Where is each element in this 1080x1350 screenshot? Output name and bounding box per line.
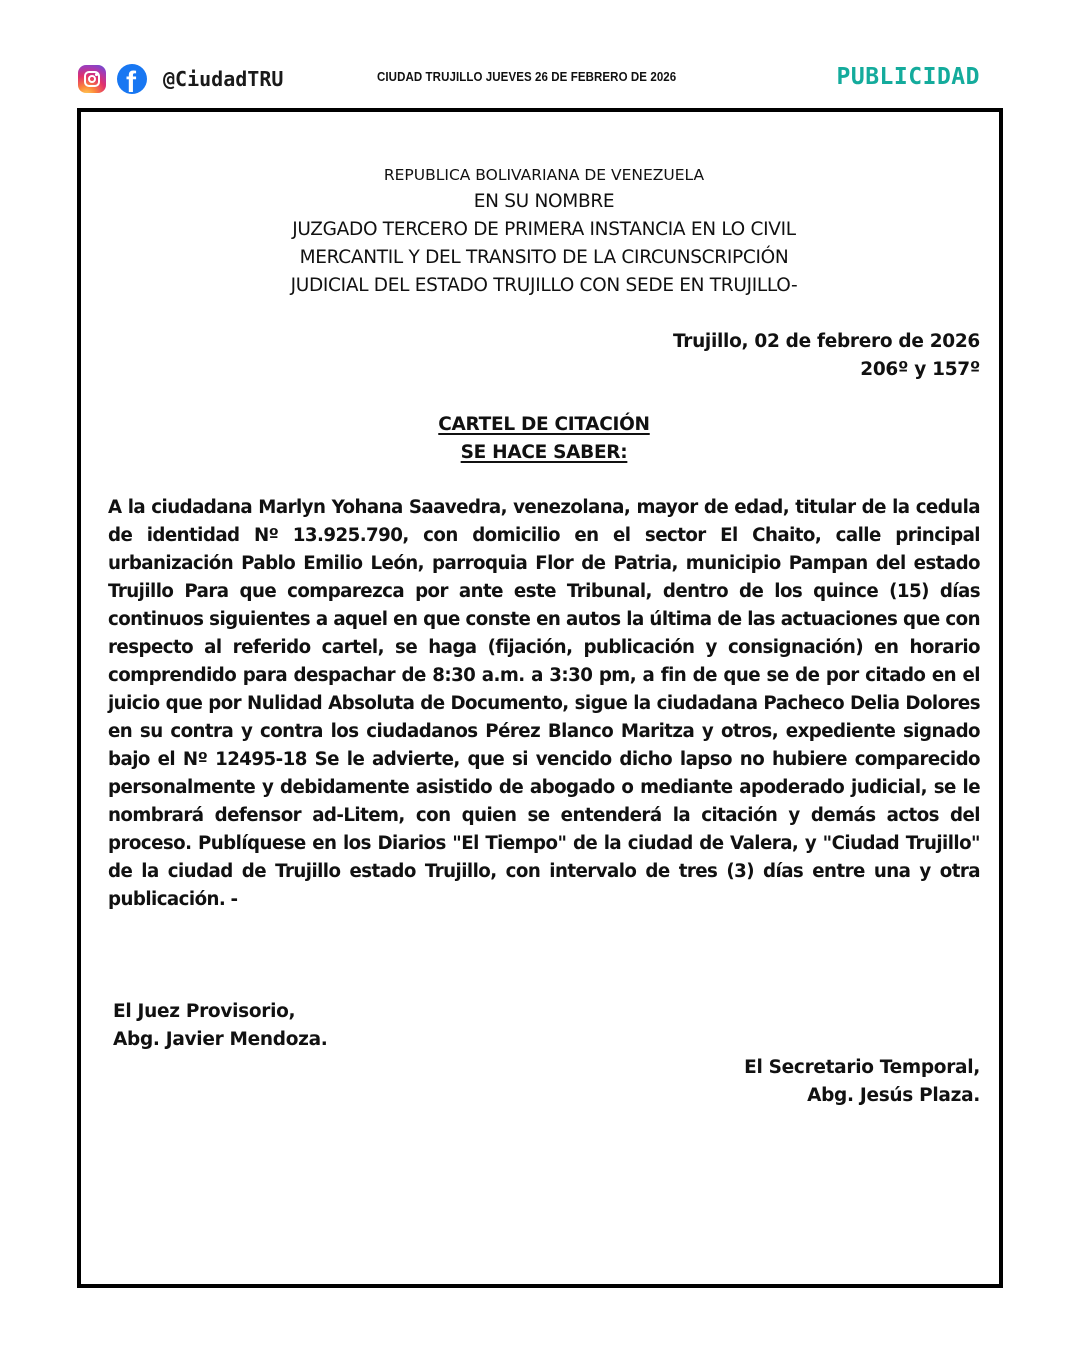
secretary-signature [744, 1054, 980, 1110]
notice-body: A la ciudadana Marlyn Yohana Saavedra, venezolana, mayor de edad, titular de la cedula de identidad Nº 13.925.790, con domicilio en el sector El Chaito, calle principal urbanización Pablo Emilio León, parroquia Flor de Patria, municipio Pampan del estado Trujillo Para que comparezca por ante este Tribunal, dentro de los quince (15) días continuos siguientes a aquel en que conste en autos la última de las actuaciones que con respecto al referido cartel, se haga (fijación, publicación y consignación) en horario comprendido para despachar de 8:30 a.m. a 3:30 pm, a fin de que se de por citado en el juicio que por Nulidad Absoluta de Documento, sigue la ciudadana Pacheco Delia Dolores en su contra y contra los ciudadanos Pérez Blanco Maritza y otros, expediente signado bajo el Nº 12495-18 Se le advierte, que si vencido dicho lapso no hubiere comparecido personalmente y debidamente asistido de abogado o mediante apoderado judicial, se le nombrará defensor ad-Litem, con quien se entenderá la citación y demás actos del proceso. Publíquese en los Diarios "El Tiempo" de la ciudad de Valera, y "Ciudad Trujillo" de la ciudad de Trujillo estado Trujillo, con intervalo de tres (3) días entre una y otra publicación. - [108, 497, 980, 910]
date-block [673, 328, 980, 384]
judge-title: El Juez Provisorio, [113, 1001, 296, 1022]
social-bar [78, 64, 283, 94]
heading-line-court-2: MERCANTIL Y DEL TRANSITO DE LA CIRCUNSCRIPCIÓN [299, 247, 789, 268]
newspaper-dateline: CIUDAD TRUJILLO JUEVES 26 DE FEBRERO DE 2026 [377, 70, 677, 84]
judge-name: Abg. Javier Mendoza. [113, 1029, 328, 1050]
secretary-title: El Secretario Temporal, [744, 1057, 980, 1078]
heading-line-country: REPUBLICA BOLIVARIANA DE VENEZUELA [383, 166, 705, 184]
section-label: PUBLICIDAD [836, 64, 980, 90]
years-line: 206º y 157º [860, 359, 980, 380]
instagram-icon[interactable] [78, 65, 106, 93]
notice-title [108, 411, 980, 467]
heading-line-court-3: JUDICIAL DEL ESTADO TRUJILLO CON SEDE EN TRUJILLO- [290, 275, 798, 296]
title-se-hace-saber: SE HACE SABER: [460, 442, 628, 463]
court-heading [108, 162, 980, 300]
judge-signature [113, 998, 328, 1054]
heading-line-name: EN SU NOMBRE [473, 191, 615, 212]
page-header [0, 0, 1080, 108]
secretary-name: Abg. Jesús Plaza. [807, 1085, 980, 1106]
facebook-icon[interactable]: f [117, 64, 147, 94]
social-handle[interactable]: @CiudadTRU [163, 67, 284, 91]
heading-line-court-1: JUZGADO TERCERO DE PRIMERA INSTANCIA EN LO CIVIL [292, 219, 796, 240]
title-cartel: CARTEL DE CITACIÓN [438, 414, 650, 435]
place-date: Trujillo, 02 de febrero de 2026 [672, 331, 980, 352]
